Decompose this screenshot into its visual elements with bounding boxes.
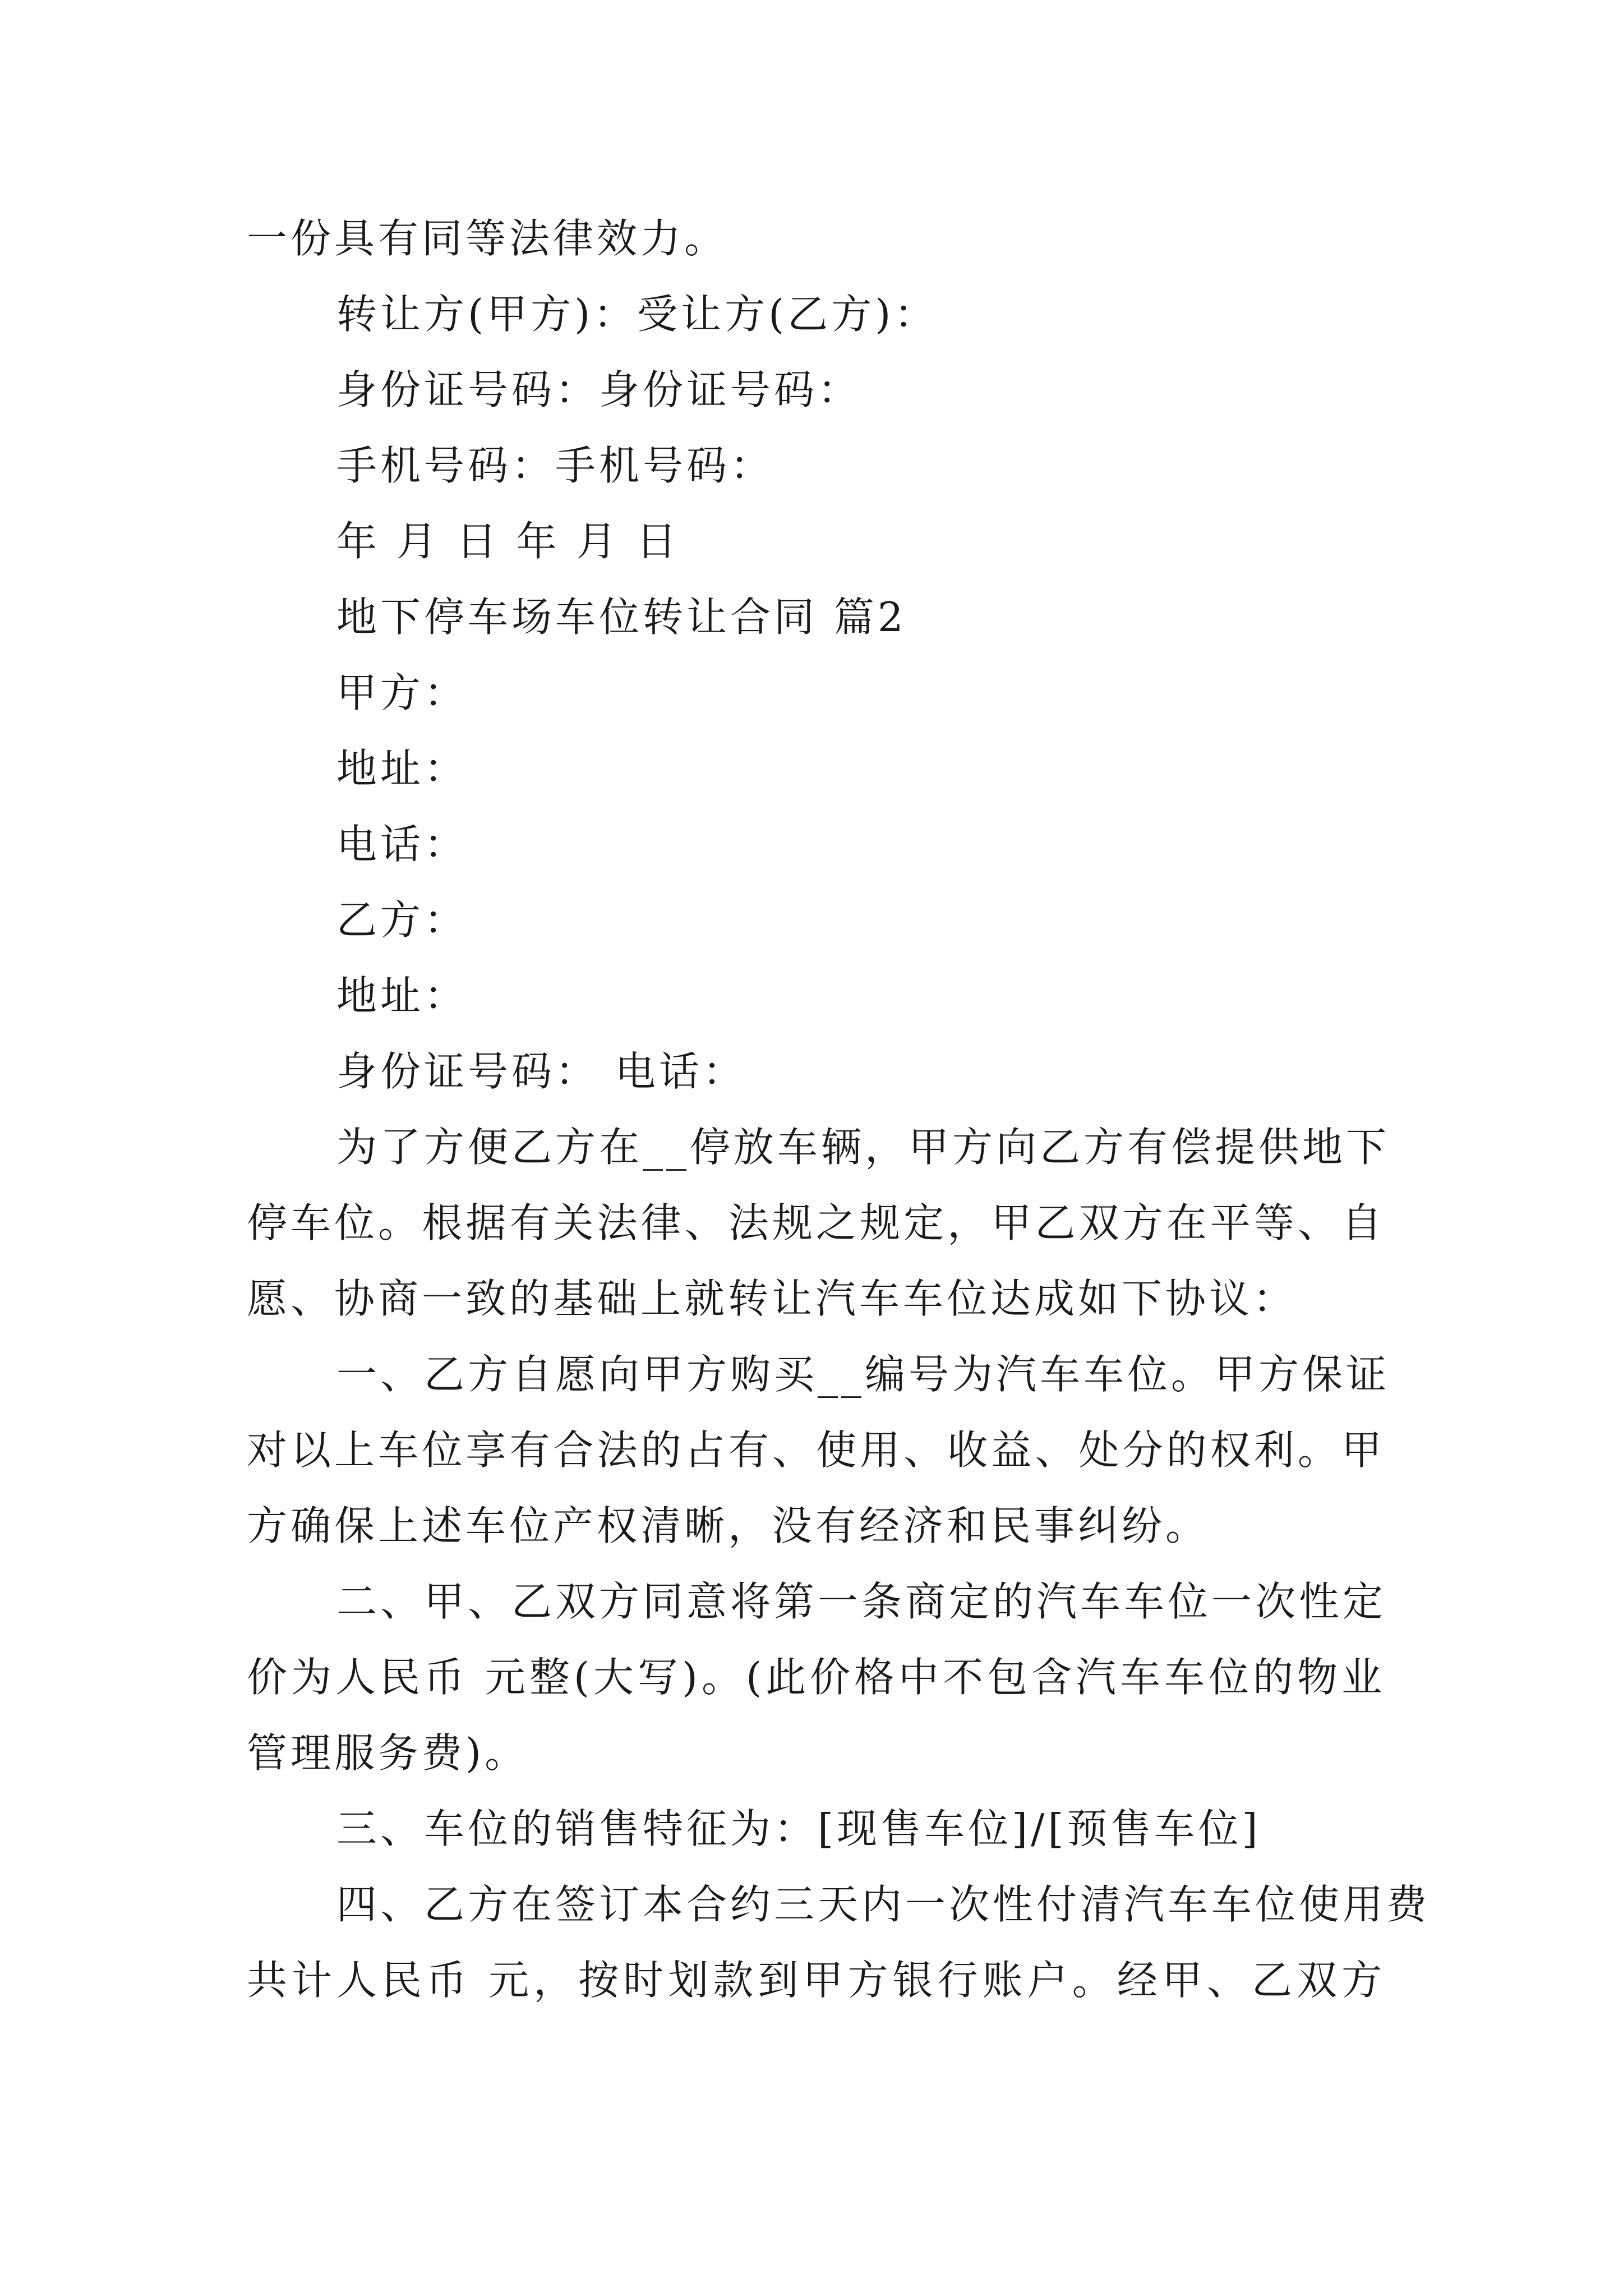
text-line-12: 身份证号码： 电话：	[336, 1048, 746, 1095]
text-line-3: 身份证号码：身份证号码：	[336, 366, 862, 413]
paragraph-1-line-2: 停车位。根据有关法律、法规之规定，甲乙双方在平等、自	[247, 1199, 1385, 1246]
paragraph-2-line-1: 一、乙方自愿向甲方购买__编号为汽车车位。甲方保证	[336, 1351, 1390, 1398]
text-line-1: 一份具有同等法律效力。	[247, 215, 728, 262]
paragraph-3-line-1: 二、甲、乙双方同意将第一条商定的汽车车位一次性定	[336, 1578, 1387, 1625]
text-line-2: 转让方(甲方)：受让方(乙方)：	[336, 291, 938, 338]
text-line-11: 地址：	[336, 972, 468, 1019]
text-line-9: 电话：	[336, 821, 468, 868]
text-line-4: 手机号码：手机号码：	[336, 442, 774, 489]
paragraph-2-line-2: 对以上车位享有合法的占有、使用、收益、处分的权利。甲	[247, 1427, 1385, 1474]
text-line-7: 甲方：	[336, 669, 468, 716]
paragraph-2-line-3: 方确保上述车位产权清晰，没有经济和民事纠纷。	[247, 1502, 1210, 1549]
paragraph-5-line-1: 四、乙方在签订本合约三天内一次性付清汽车车位使用费	[336, 1881, 1431, 1928]
paragraph-4-line-1: 三、车位的销售特征为：[现售车位]/[预售车位]	[336, 1805, 1261, 1852]
paragraph-1-line-1: 为了方便乙方在__停放车辆，甲方向乙方有偿提供地下	[336, 1124, 1390, 1171]
paragraph-1-line-3: 愿、协商一致的基础上就转让汽车车位达成如下协议：	[247, 1275, 1297, 1322]
section-heading: 地下停车场车位转让合同 篇2	[336, 593, 907, 641]
text-line-5: 年 月 日 年 月 日	[336, 518, 680, 565]
text-line-8: 地址：	[336, 745, 468, 792]
paragraph-3-line-2: 价为人民币 元整(大写)。(此价格中不包含汽车车位的物业	[247, 1654, 1385, 1701]
paragraph-3-line-3: 管理服务费)。	[247, 1729, 529, 1777]
paragraph-5-line-2: 共计人民币 元，按时划款到甲方银行账户。经甲、乙双方	[247, 1957, 1385, 2004]
text-line-10: 乙方：	[336, 896, 468, 944]
